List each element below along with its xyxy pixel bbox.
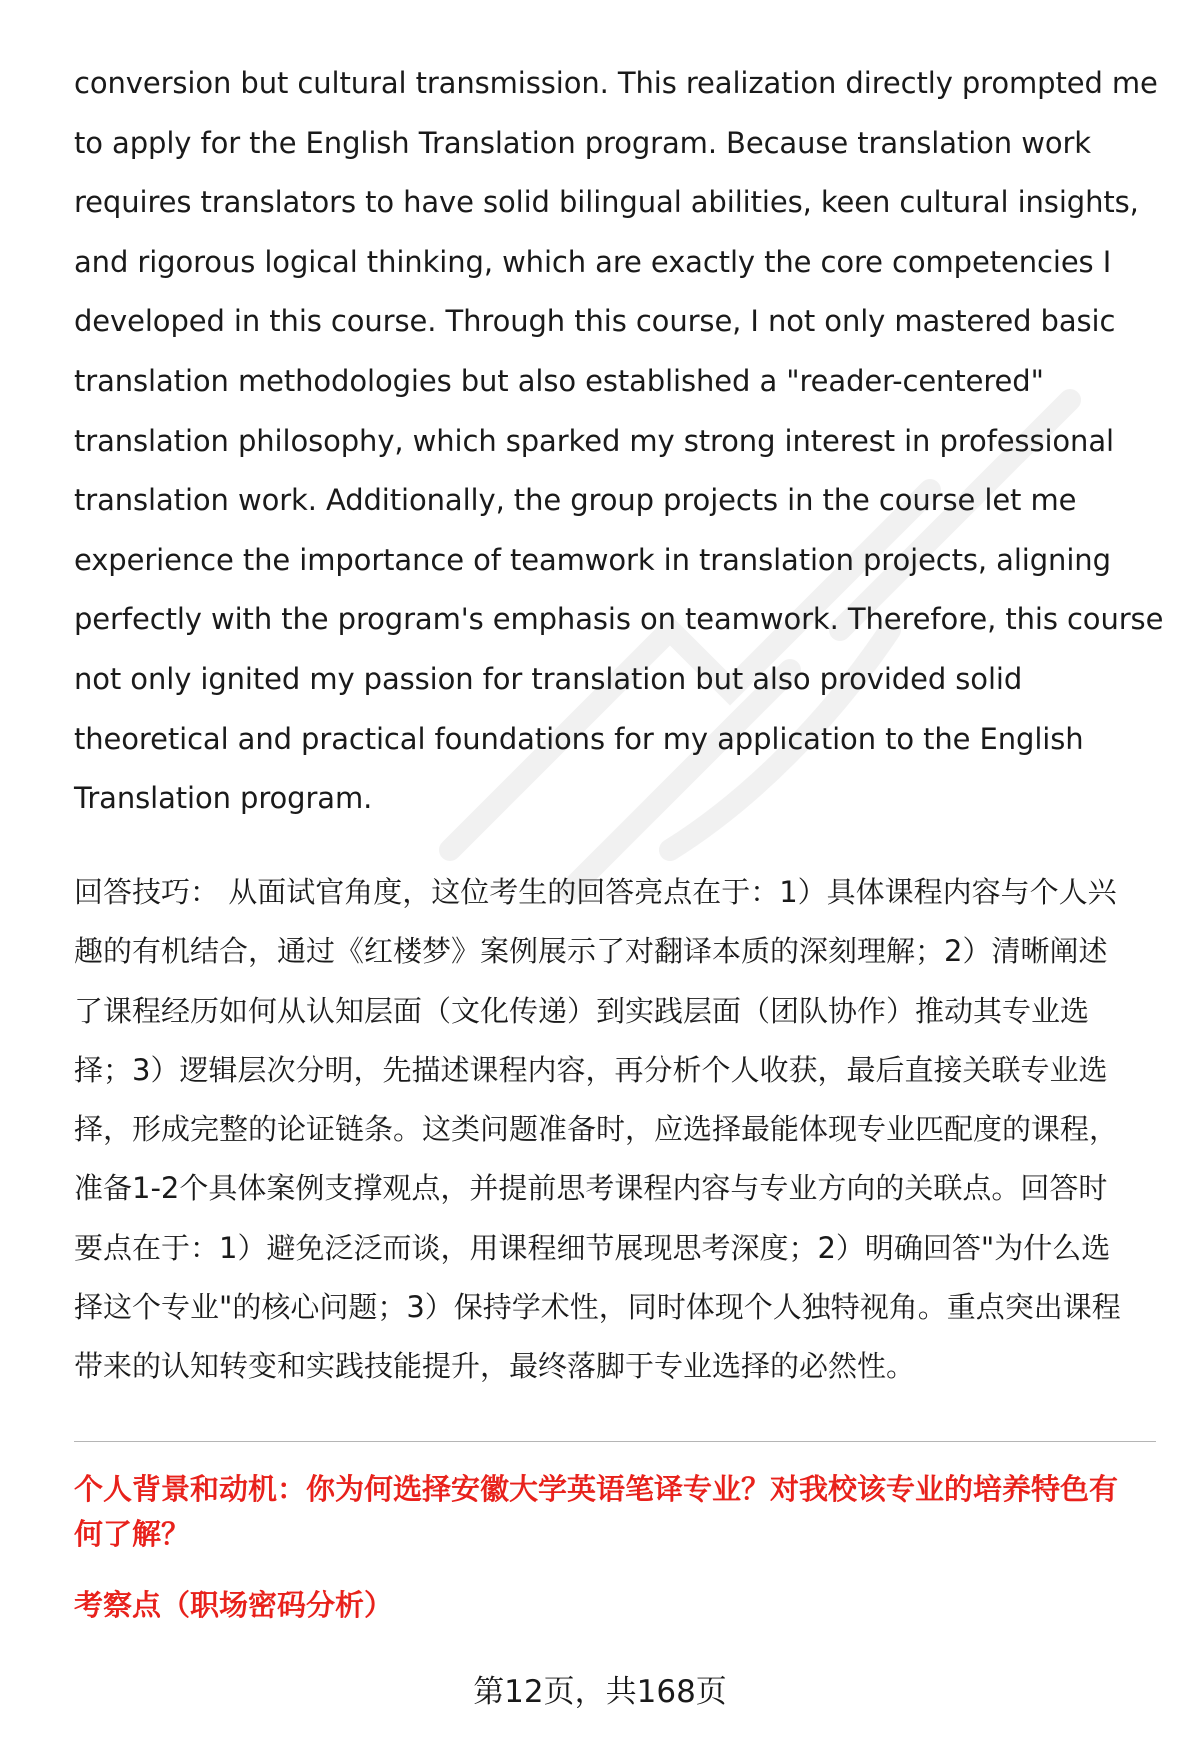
tips-line: 择这个专业"的核心问题；3）保持学术性，同时体现个人独特视角。重点突出课程 — [74, 1290, 1121, 1325]
answer-line: experience the importance of teamwork in translation projects, aligning — [74, 542, 1111, 577]
question-line: 何了解？ — [74, 1517, 191, 1551]
answer-paragraph — [74, 54, 1164, 829]
answer-line: theoretical and practical foundations for my application to the English — [74, 721, 1084, 756]
section-label: 考察点（职场密码分析） — [74, 1588, 394, 1622]
answer-line: conversion but cultural transmission. This realization directly prompted me — [74, 66, 1158, 100]
tips-line: 准备1-2个具体案例支撑观点，并提前思考课程内容与专业方向的关联点。回答时 — [74, 1171, 1108, 1206]
tips-line: 择，形成完整的论证链条。这类问题准备时，应选择最能体现专业匹配度的课程， — [74, 1112, 1119, 1147]
answer-line: to apply for the English Translation program. Because translation work — [74, 125, 1091, 160]
tips-line: 带来的认知转变和实践技能提升，最终落脚于专业选择的必然性。 — [74, 1349, 916, 1384]
answer-line: perfectly with the program's emphasis on teamwork. Therefore, this course — [74, 602, 1164, 637]
answer-line: and rigorous logical thinking, which are exactly the core competencies I — [74, 244, 1112, 279]
answer-line: translation methodologies but also established a "reader-centered" — [74, 363, 1044, 398]
question-line: 个人背景和动机：你为何选择安徽大学英语笔译专业？对我校该专业的培养特色有 — [74, 1472, 1119, 1506]
answer-line: Translation program. — [74, 781, 373, 816]
answer-line: translation philosophy, which sparked my strong interest in professional — [74, 423, 1114, 458]
tips-line: 择；3）逻辑层次分明，先描述课程内容，再分析个人收获，最后直接关联专业选 — [74, 1052, 1108, 1087]
page-number: 第12页，共168页 — [473, 1674, 727, 1710]
answer-tips-paragraph — [74, 863, 1154, 1397]
answer-line: requires translators to have solid bilingual abilities, keen cultural insights, — [74, 185, 1139, 220]
tips-line: 要点在于：1）避免泛泛而谈，用课程细节展现思考深度；2）明确回答"为什么选 — [74, 1230, 1111, 1265]
answer-line: developed in this course. Through this course, I not only mastered basic — [74, 304, 1116, 339]
question-heading — [74, 1467, 1164, 1557]
section-divider — [74, 1441, 1156, 1442]
answer-line: not only ignited my passion for translation but also provided solid — [74, 661, 1023, 696]
tips-line: 了课程经历如何从认知层面（文化传递）到实践层面（团队协作）推动其专业选 — [74, 993, 1090, 1028]
tips-line: 回答技巧： 从面试官角度，这位考生的回答亮点在于：1）具体课程内容与个人兴 — [74, 875, 1117, 909]
answer-line: translation work. Additionally, the group projects in the course let me — [74, 483, 1077, 518]
tips-line: 趣的有机结合，通过《红楼梦》案例展示了对翻译本质的深刻理解；2）清晰阐述 — [74, 934, 1108, 969]
